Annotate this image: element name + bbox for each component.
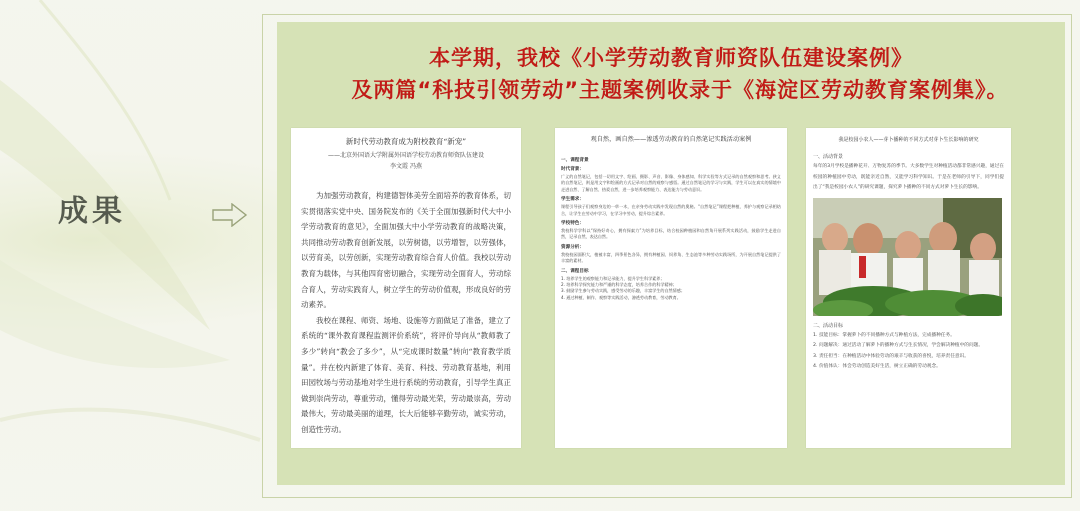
doc1-paragraph: 为加强劳动教育，构建德智体美劳全面培养的教育体系，切实贯彻落实党中央、国务院发布的《关于全面加强新时代大中小学劳动教育的意见》，全面加强大中小学劳动教育的战略决策，共同推动劳动教育创新发展，以劳树德，以劳增智，以劳强体，以劳育美，以劳创新，实现劳动教育综合育人价值。我校以劳动教育为载体，与其他四育密切融合，实现劳动全面育人，劳动综合育人，劳动实践育人，树立学生的劳动价值观，形成良好的劳动素养。 xyxy=(301,191,511,310)
doc1-paragraph: 我校在课程、师资、场地、设施等方面做足了准备，建立了系统的“课外教育课程监测评价系统”，将评价导向从“教师教了多少”转向“教会了多少”，从“完成课时数量”转向“教育教学质量”。并在校内新建了体育、美育、科技、劳动教育基地，利用田园牧场与劳动基地对学生进行系统的劳动教育，引导学生真正做到崇尚劳动，尊重劳动，懂得劳动最光荣，劳动最崇高，劳动最伟大，劳动最美丽的道理，长大后能够辛勤劳动，诚实劳动，创造性劳动。 xyxy=(301,315,511,434)
doc2-heading: 学生需求： xyxy=(561,197,584,203)
document-2 xyxy=(555,128,787,448)
doc3-text: 每年的3月学校是播种花开、万物复苏的季节。大多数学生对种植活动都非常感兴趣，通过在校园的种植园中劳动，既能亲近自然，又能学习科学知识。于是在老师的引导下，同学们提出了“我是校园小农人”的研究课题，探究萝卜播种的不同方式对萝卜生长的影响。 xyxy=(813,164,1004,190)
students-photo xyxy=(813,198,1002,316)
document-3 xyxy=(806,128,1011,448)
doc1-subtitle: ——北京外国语大学附属外国语学校劳动教育师资队伍建设 xyxy=(327,152,484,159)
headline-line-2: 及两篇“科技引领劳动”主题案例收录于《海淀区劳动教育案例集》。 xyxy=(351,78,1009,102)
doc2-title: 观自然，画自然——渗透劳动教育的自然笔记实践活动案例 xyxy=(590,136,752,143)
document-1 xyxy=(291,128,521,448)
doc2-text: 我校科学学科以“保持好奇心，拥有探索力”为培养目标，结合校园种植园和自然角开展系列实践活动，鼓励学生走进自然，记录自然，表达自然。 xyxy=(561,228,781,240)
doc2-text: 课程引导孩子们观察身边的一草一木，在亲身劳动实践中发现自然的奥秘。“自然笔记”课程把种植、养护与观察记录相结合，让学生在劳动中学习，在学习中劳动，提升综合素养。 xyxy=(561,204,781,216)
doc3-goal: 1. 技能目标：掌握萝卜的不同播种方式与种植方法，完成播种任务。 xyxy=(813,332,955,338)
doc3-title: 我是校园小农人——芽卜播种的不同方式对芽卜生长影响的研究 xyxy=(838,137,979,143)
leaf-decoration xyxy=(0,0,300,511)
doc2-text: 我校校园面积大，植被丰富，四季景色各异，拥有种植园、饲养角、生态池等多种劳动实践场所，为开展自然笔记提供了丰富的素材。 xyxy=(561,251,781,264)
doc3-goal: 4. 价值体认：体会劳动创造美好生活，树立正确的劳动观念。 xyxy=(813,364,941,369)
doc2-goal: 2. 培养科学探究能力和严谨的科学态度，培养合作的科学精神； xyxy=(561,282,677,288)
doc1-title: 新时代劳动教育成为附校教育“新宠” xyxy=(345,137,467,146)
doc2-heading: 二、课程目标 xyxy=(561,268,589,274)
doc3-heading: 二、活动目标 xyxy=(813,322,844,329)
doc2-heading: 时代背景： xyxy=(561,167,584,172)
doc3-heading: 一、活动背景 xyxy=(813,154,844,160)
doc2-goal: 1. 培养学生的观察能力和记录能力，提升学生科学素养； xyxy=(561,275,665,281)
headline xyxy=(277,42,1065,106)
doc1-author: 李文霞 冯燕 xyxy=(390,163,422,170)
doc2-goal: 4. 通过种植、制作、观察等实践活动，渗透劳动教育，劳动教育。 xyxy=(561,294,681,300)
doc3-goal: 3. 责任担当：在种植活动中体验劳动的艰辛与收获的喜悦，培养责任意识。 xyxy=(813,353,969,359)
doc2-text: 广义的自然笔记，包括一切用文字、绘画、摄影、声音、影像、身体感知、科学实验等方式记录的自然观察和思考。狭义的自然笔记，则是用文字和绘画的方式记录对自然的观察与感悟。通过自然笔记的学习与实践，学生可以在真实的情境中走进自然、了解自然、热爱自然，进一步培养观察能力、表达能力与劳动意识。 xyxy=(561,174,781,192)
headline-line-1: 本学期，我校《小学劳动教育师资队伍建设案例》 xyxy=(429,46,913,70)
doc2-heading: 学校特色： xyxy=(561,221,584,227)
doc3-goal: 2. 问题解决：通过活动了解萝卜的播种方式与生长情况，学会解决种植中的问题。 xyxy=(813,343,984,348)
doc2-goal: 3. 鼓励学生参与劳动实践，感受劳动的乐趣，丰富学生的自然情感； xyxy=(561,288,685,294)
arrow-right-icon xyxy=(212,203,248,227)
section-label: 成果 xyxy=(58,194,126,229)
doc2-heading: 资源分析： xyxy=(561,244,584,250)
doc2-heading: 一、课程背景 xyxy=(561,158,589,163)
